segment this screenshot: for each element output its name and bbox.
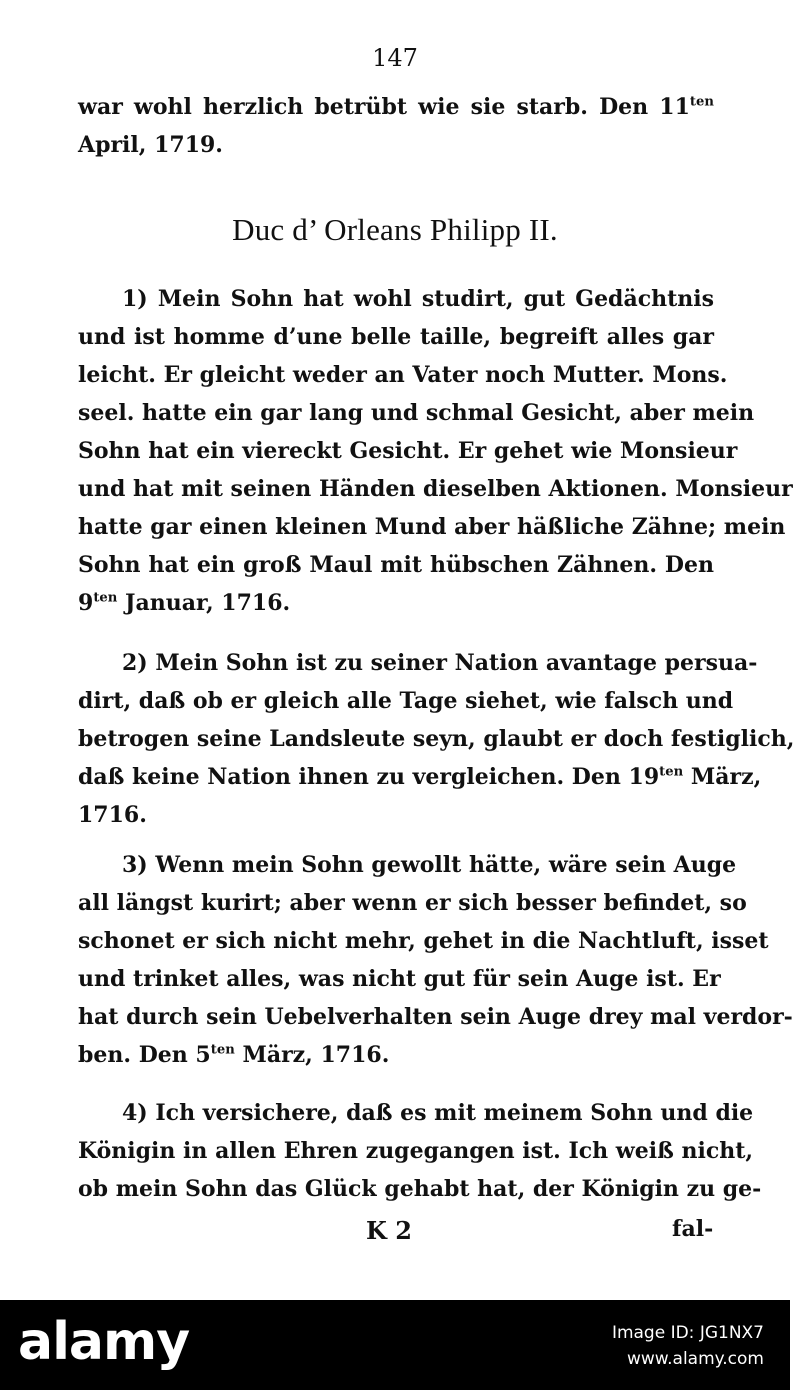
text-line: dirt, daß ob er gleich alle Tage siehet, wie falsch und	[78, 688, 734, 714]
text-line: schonet er sich nicht mehr, gehet in die Nachtluft, isset	[78, 928, 769, 954]
text-line: hatte gar einen kleinen Mund aber häßliche Zähne; mein	[78, 514, 786, 540]
watermark-info	[612, 1320, 764, 1372]
catchword: fal-	[672, 1216, 714, 1242]
text-line: betrogen seine Landsleute seyn, glaubt er doch festiglich,	[78, 726, 794, 752]
text-line: hat durch sein Uebelverhalten sein Auge drey mal verdor-	[78, 1004, 793, 1030]
site-url: www.alamy.com	[626, 1349, 764, 1369]
image-id: Image ID: JG1NX7	[611, 1323, 764, 1343]
text-line: $9^{ten}$ Januar, 1716.	[78, 590, 291, 616]
intro-text	[78, 88, 714, 164]
paragraph-4	[78, 1094, 762, 1208]
watermark-bar	[0, 1300, 790, 1390]
text-line: Königin in allen Ehren zugegangen ist. Ich weiß nicht,	[78, 1138, 754, 1164]
text-line: ben. Den $5^{ten}$ März, 1716.	[78, 1042, 390, 1068]
paragraph-1	[78, 280, 793, 622]
text-line: und ist homme d’une belle taille, begreift alles gar	[78, 324, 714, 350]
text-line: und hat mit seinen Händen dieselben Aktionen. Monsieur	[78, 476, 793, 502]
paragraph-3	[78, 846, 793, 1074]
text-line: 2) Mein Sohn ist zu seiner Nation avantage persua-	[122, 650, 758, 676]
text-line: leicht. Er gleicht weder an Vater noch Mutter. Mons.	[78, 362, 728, 388]
text-line: war wohl herzlich betrübt wie sie starb. Den $11^{ten}$	[78, 94, 714, 120]
text-line: Sohn hat ein groß Maul mit hübschen Zähnen. Den	[78, 552, 714, 578]
alamy-logo: alamy	[18, 1312, 190, 1372]
text-line: ob mein Sohn das Glück gehabt hat, der Königin zu ge-	[78, 1176, 762, 1202]
text-line: und trinket alles, was nicht gut für sein Auge ist. Er	[78, 966, 721, 992]
text-line: 1716.	[78, 802, 147, 828]
page-number: 147	[372, 44, 418, 72]
paragraph-2	[78, 644, 794, 834]
text-line: 1) Mein Sohn hat wohl studirt, gut Gedächtnis	[122, 286, 714, 312]
text-line: 3) Wenn mein Sohn gewollt hätte, wäre sein Auge	[122, 852, 737, 878]
signature-mark: K 2	[366, 1216, 412, 1245]
text-line: daß keine Nation ihnen zu vergleichen. Den $19^{ten}$ März,	[78, 764, 762, 790]
text-line: all längst kurirt; aber wenn er sich besser befindet, so	[78, 890, 747, 916]
section-heading: Duc d’ Orleans Philipp II.	[232, 212, 558, 247]
text-line: April, 1719.	[78, 132, 223, 158]
text-line: seel. hatte ein gar lang und schmal Gesicht, aber mein	[78, 400, 755, 426]
text-line: 4) Ich versichere, daß es mit meinem Sohn und die	[122, 1100, 754, 1126]
text-line: Sohn hat ein viereckt Gesicht. Er gehet wie Monsieur	[78, 438, 738, 464]
